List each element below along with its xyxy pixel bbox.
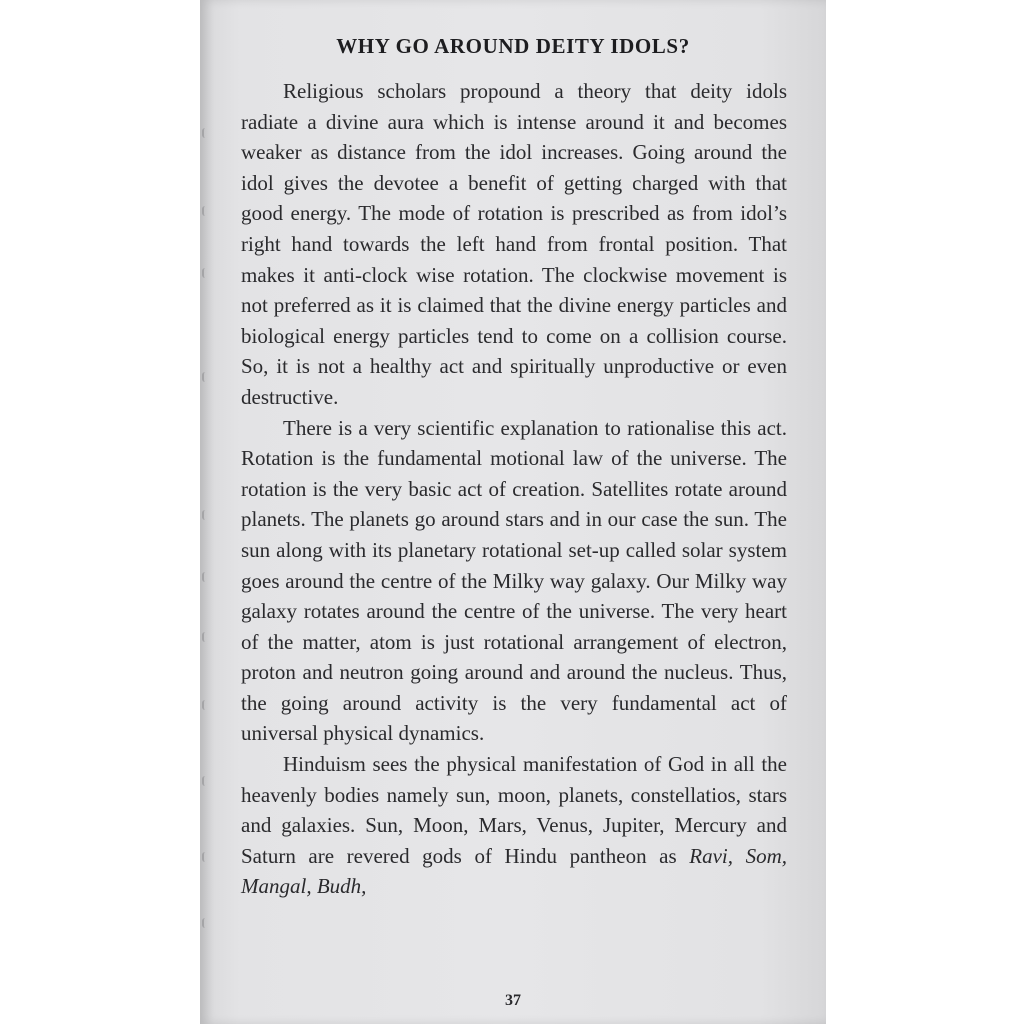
gutter-mark (202, 632, 210, 642)
gutter-mark (202, 572, 210, 582)
gutter-mark (202, 852, 210, 862)
gutter-mark (202, 128, 210, 138)
gutter-mark (202, 510, 210, 520)
paragraph: Religious scholars propound a theory that deity idols radiate a divine aura which is intense around it and becomes weaker as distance from the idol increases. Going around the idol gives the devotee a benefit of getting charged with that good energy. The mode of rotation is prescribed as from idol’s right hand towards the left hand from frontal position. That makes it anti-clock wise rotation. The clockwise movement is not preferred as it is claimed that the divine energy particles and biological energy particles tend to come on a collision course. So, it is not a healthy act and spiritually unproductive or even destructive. (241, 79, 787, 409)
gutter-mark (202, 776, 210, 786)
deity-names-italic: Ravi, Som, Mangal, Budh, (241, 843, 788, 899)
gutter-mark (202, 372, 210, 382)
body-text (241, 76, 787, 902)
gutter-mark (202, 700, 210, 710)
chapter-heading: WHY GO AROUND DEITY IDOLS? (336, 34, 690, 58)
paragraph-text: Hinduism sees the physical manifestation of God in all the heavenly bodies namely sun, moon, planets, constellatios, stars and galaxies. Sun, Moon, Mars, Venus, Jupiter, Mercury and Saturn are revered gods of Hindu pantheon as (241, 752, 787, 868)
paragraph (241, 749, 787, 902)
gutter-mark (202, 918, 210, 928)
gutter-mark (202, 268, 210, 278)
book-page (200, 0, 826, 1024)
paragraph: There is a very scientific explanation to rationalise this act. Rotation is the fundamental motional law of the universe. The rotation is the very basic act of creation. Satellites rotate around planets. The planets go around stars and in our case the sun. The sun along with its planetary rotational set-up called solar system goes around the centre of the Milky way galaxy. Our Milky way galaxy rotates around the centre of the universe. The very heart of the matter, atom is just rotational arrangement of electron, proton and neutron going around and around the nucleus. Thus, the going around activity is the very fundamental act of universal physical dynamics. (241, 415, 787, 746)
page-number: 37 (505, 992, 521, 1009)
gutter-mark (202, 206, 210, 216)
